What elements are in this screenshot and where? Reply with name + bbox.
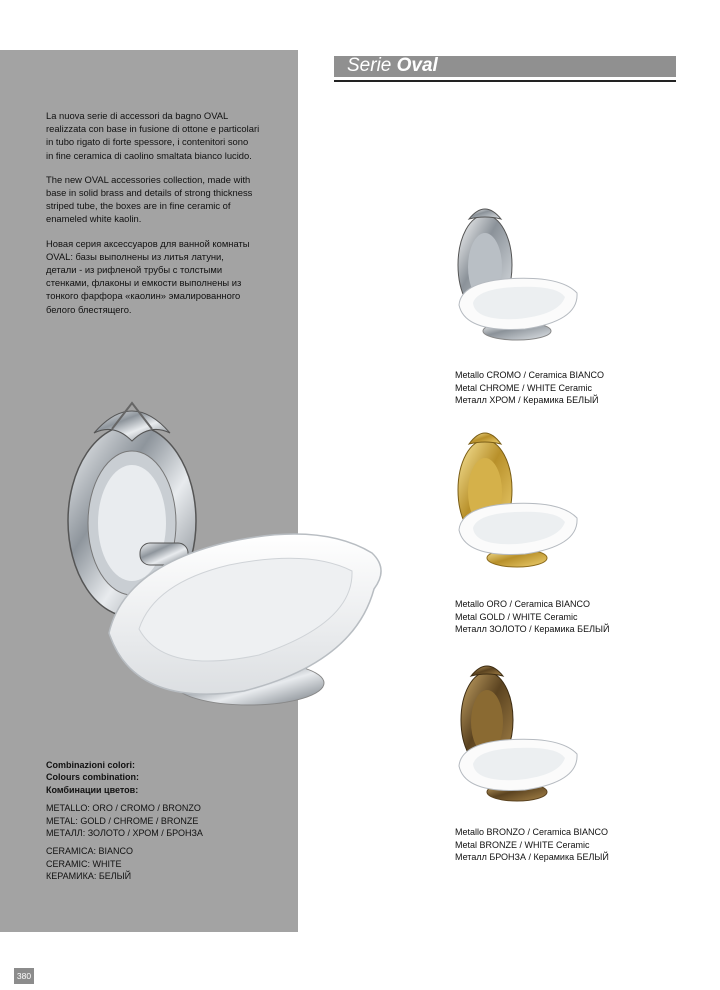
metal-options: METAL: GOLD / CHROME / BRONZE <box>46 815 199 826</box>
caption-gold <box>455 598 609 636</box>
combinations-heading: Colours combination: <box>46 772 139 783</box>
caption-line: Металл БРОНЗА / Керамика БЕЛЫЙ <box>455 852 609 863</box>
title-series-name: Oval <box>396 55 438 76</box>
caption-line: Metallo CROMO / Ceramica BIANCO <box>455 370 605 380</box>
caption-line: Metallo ORO / Ceramica BIANCO <box>455 599 591 609</box>
combinations-heading: Комбинации цветов: <box>46 784 139 795</box>
metal-options: METALLO: ORO / CROMO / BRONZO <box>46 803 201 814</box>
metal-options: МЕТАЛЛ: ЗОЛОТО / ХРОМ / БРОНЗА <box>46 828 203 839</box>
caption-bronze <box>455 826 609 864</box>
title-prefix: Serie <box>347 55 392 76</box>
colour-combinations <box>46 759 203 883</box>
page-number: 380 <box>14 968 34 984</box>
caption-line: Metal GOLD / WHITE Ceramic <box>455 611 578 622</box>
caption-line: Metal BRONZE / WHITE Ceramic <box>455 839 590 850</box>
caption-line: Metallo BRONZO / Ceramica BIANCO <box>455 827 609 837</box>
combinations-heading: Combinazioni colori: <box>46 760 135 770</box>
ceramic-options: КЕРАМИКА: БЕЛЫЙ <box>46 871 132 882</box>
intro-russian: Новая серия аксессуаров для ванной комнаты OVAL: базы выполнены из литья латуни, детали - из рифленой трубы с толстыми стенками, флаконы и емкости выполнены из тонкого фарфора «каолин» эмалированного белого блестящего. <box>46 237 250 315</box>
intro-italian: La nuova serie di accessori da bagno OVAL realizzata con base in fusione di ottone e particolari in tubo rigato di forte spessore, i contenitori sono in fine ceramica di caolino smaltata bianco lucido. <box>46 110 260 161</box>
page-title <box>347 55 438 77</box>
hero-soap-dish-image <box>54 393 394 718</box>
ceramic-options: CERAMIC: WHITE <box>46 858 122 869</box>
intro-text <box>46 109 286 327</box>
caption-line: Metal CHROME / WHITE Ceramic <box>455 382 593 393</box>
chrome-soap-dish-image <box>455 203 580 343</box>
caption-line: Металл ЗОЛОТО / Керамика БЕЛЫЙ <box>455 624 610 635</box>
ceramic-options: CERAMICA: BIANCO <box>46 846 134 857</box>
title-rule <box>334 80 676 82</box>
caption-line: Металл ХРОМ / Керамика БЕЛЫЙ <box>455 395 599 406</box>
caption-chrome <box>455 369 604 407</box>
bronze-soap-dish-image <box>455 656 580 806</box>
intro-english: The new OVAL accessories collection, made with base in solid brass and details of strong thickness striped tube, the boxes are in fine ceramic of enameled white kaolin. <box>46 173 253 225</box>
gold-soap-dish-image <box>455 426 580 571</box>
